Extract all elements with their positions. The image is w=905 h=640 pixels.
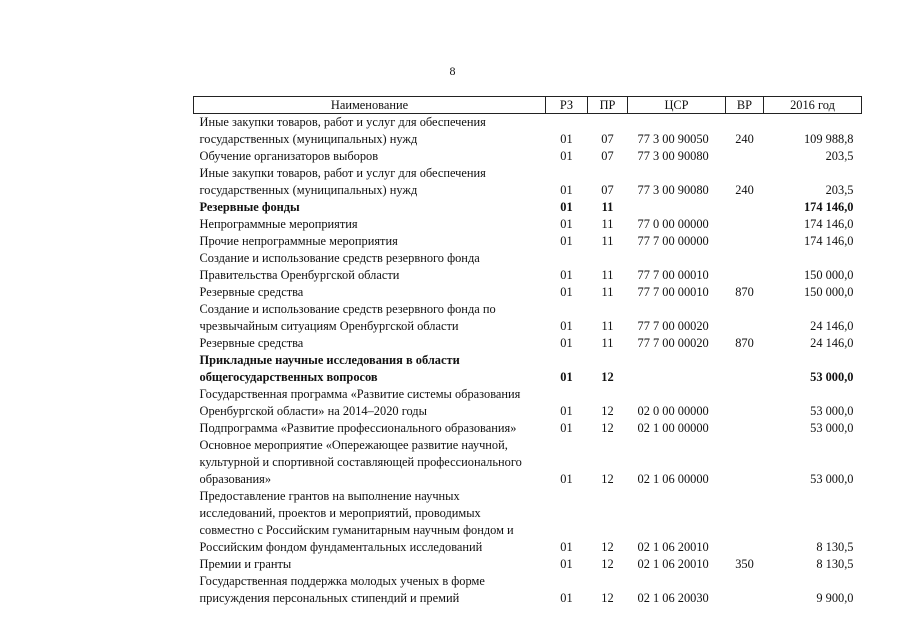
row-pr: 11 [601,268,614,282]
row-vr: 870 [735,285,754,299]
row-name [194,437,546,488]
row-name-line: исследований, проектов и мероприятий, проводимых [199,506,481,520]
row-amount: 203,5 [825,149,854,163]
row-amount: 174 146,0 [803,200,854,214]
row-rz: 01 [560,370,573,384]
table-body [194,114,862,608]
row-name [194,335,546,352]
row-name-line: Подпрограмма «Развитие профессионального образования» [199,421,517,435]
table-row [194,148,862,165]
row-vr [726,386,764,420]
row-rz: 01 [560,540,573,554]
row-pr: 12 [601,370,614,384]
row-rz: 01 [560,132,573,146]
row-name-line: Оренбургской области» на 2014–2020 годы [199,404,427,418]
row-vr [726,488,764,556]
table-row [194,488,862,556]
row-name-line: Непрограммные мероприятия [199,217,358,231]
row-name-line: чрезвычайным ситуациям Оренбургской области [199,319,459,333]
row-csr: 77 0 00 00000 [637,217,709,231]
row-rz: 01 [560,472,573,486]
row-pr: 12 [601,591,614,605]
row-name-line: общегосударственных вопросов [199,370,378,384]
row-vr [726,420,764,437]
table-row [194,284,862,301]
table-row [194,335,862,352]
row-amount: 203,5 [825,183,854,197]
row-name [194,301,546,335]
row-vr [726,573,764,607]
row-name-line: Иные закупки товаров, работ и услуг для обеспечения [199,166,486,180]
row-name-line: государственных (муниципальных) нужд [199,183,418,197]
header-rz: РЗ [546,97,588,114]
row-rz: 01 [560,591,573,605]
table-row [194,216,862,233]
row-name-line: Резервные средства [199,285,304,299]
row-amount: 174 146,0 [803,234,854,248]
table-row [194,573,862,607]
row-csr: 02 1 06 20030 [637,591,709,605]
row-name [194,284,546,301]
row-csr: 77 3 00 90080 [637,149,709,163]
row-name [194,573,546,607]
row-name [194,165,546,199]
row-vr [726,199,764,216]
row-csr [628,352,726,386]
row-name [194,420,546,437]
header-csr: ЦСР [628,97,726,114]
header-name: Наименование [194,97,546,114]
row-name [194,386,546,420]
header-year: 2016 год [764,97,862,114]
row-vr: 870 [735,336,754,350]
row-csr [628,199,726,216]
row-name [194,148,546,165]
row-rz: 01 [560,149,573,163]
row-name [194,352,546,386]
row-name [194,556,546,573]
row-amount: 53 000,0 [810,370,854,384]
row-pr: 12 [601,421,614,435]
table-row [194,420,862,437]
row-amount: 53 000,0 [810,404,854,418]
row-csr: 02 0 00 00000 [637,404,709,418]
table-row [194,437,862,488]
row-amount: 150 000,0 [803,285,854,299]
row-amount: 24 146,0 [810,336,854,350]
row-vr [726,250,764,284]
row-rz: 01 [560,285,573,299]
row-vr [726,352,764,386]
row-csr: 02 1 00 00000 [637,421,709,435]
row-amount: 8 130,5 [816,540,854,554]
row-name-line: государственных (муниципальных) нужд [199,132,418,146]
row-name [194,114,546,149]
row-name-line: Российским фондом фундаментальных исследований [199,540,483,554]
row-vr: 240 [735,183,754,197]
row-name-line: Государственная программа «Развитие системы образования [199,387,521,401]
row-name-line: Иные закупки товаров, работ и услуг для обеспечения [199,115,486,129]
row-rz: 01 [560,404,573,418]
row-name-line: Предоставление грантов на выполнение научных [199,489,460,503]
row-rz: 01 [560,336,573,350]
row-pr: 07 [601,132,614,146]
row-pr: 11 [601,200,614,214]
table-row [194,301,862,335]
row-pr: 12 [601,557,614,571]
row-amount: 174 146,0 [803,217,854,231]
row-vr [726,437,764,488]
row-rz: 01 [560,217,573,231]
row-amount: 53 000,0 [810,421,854,435]
row-csr: 77 3 00 90080 [637,183,709,197]
table-row [194,165,862,199]
table-row [194,352,862,386]
row-pr: 12 [601,472,614,486]
row-name-line: Обучение организаторов выборов [199,149,379,163]
row-csr: 77 7 00 00010 [637,285,709,299]
table-row [194,233,862,250]
table-row [194,114,862,149]
row-name-line: Прикладные научные исследования в области [199,353,460,367]
row-name-line: культурной и спортивной составляющей профессионального [199,455,522,469]
row-amount: 9 900,0 [816,591,854,605]
row-rz: 01 [560,319,573,333]
row-csr: 77 3 00 90050 [637,132,709,146]
row-csr: 77 7 00 00020 [637,319,709,333]
row-name-line: Резервные средства [199,336,304,350]
row-csr: 77 7 00 00020 [637,336,709,350]
row-amount: 24 146,0 [810,319,854,333]
row-name-line: Правительства Оренбургской области [199,268,400,282]
row-rz: 01 [560,200,573,214]
table-header-row [194,97,862,114]
row-rz: 01 [560,183,573,197]
row-vr: 350 [735,557,754,571]
row-csr: 02 1 06 20010 [637,557,709,571]
row-pr: 11 [601,336,614,350]
row-name-line: присуждения персональных стипендий и премий [199,591,460,605]
row-name [194,488,546,556]
row-pr: 12 [601,540,614,554]
header-vr: ВР [726,97,764,114]
row-csr: 77 7 00 00010 [637,268,709,282]
row-name [194,250,546,284]
row-csr: 77 7 00 00000 [637,234,709,248]
row-vr [726,216,764,233]
row-name-line: Государственная поддержка молодых ученых в форме [199,574,485,588]
row-name [194,216,546,233]
row-name-line: Прочие непрограммные мероприятия [199,234,398,248]
row-name [194,233,546,250]
row-name-line: Создание и использование средств резервного фонда по [199,302,496,316]
row-vr [726,148,764,165]
table-row [194,556,862,573]
row-pr: 11 [601,234,614,248]
table-row [194,199,862,216]
row-pr: 11 [601,285,614,299]
row-pr: 07 [601,149,614,163]
row-vr [726,301,764,335]
row-rz: 01 [560,234,573,248]
row-pr: 11 [601,217,614,231]
row-amount: 150 000,0 [803,268,854,282]
row-name [194,199,546,216]
row-name-line: Создание и использование средств резервного фонда [199,251,480,265]
row-amount: 109 988,8 [803,132,854,146]
header-pr: ПР [588,97,628,114]
row-pr: 07 [601,183,614,197]
row-rz: 01 [560,557,573,571]
row-vr [726,233,764,250]
table-row [194,250,862,284]
table-row [194,386,862,420]
row-amount: 53 000,0 [810,472,854,486]
row-amount: 8 130,5 [816,557,854,571]
row-rz: 01 [560,268,573,282]
page-number: 8 [449,64,456,78]
row-name-line: совместно с Российским гуманитарным научным фондом и [199,523,514,537]
row-pr: 11 [601,319,614,333]
row-name-line: образования» [199,472,272,486]
row-pr: 12 [601,404,614,418]
row-name-line: Резервные фонды [199,200,300,214]
row-csr: 02 1 06 00000 [637,472,709,486]
row-name-line: Основное мероприятие «Опережающее развитие научной, [199,438,508,452]
row-rz: 01 [560,421,573,435]
row-vr: 240 [735,132,754,146]
row-name-line: Премии и гранты [199,557,292,571]
budget-table [193,96,862,607]
row-csr: 02 1 06 20010 [637,540,709,554]
